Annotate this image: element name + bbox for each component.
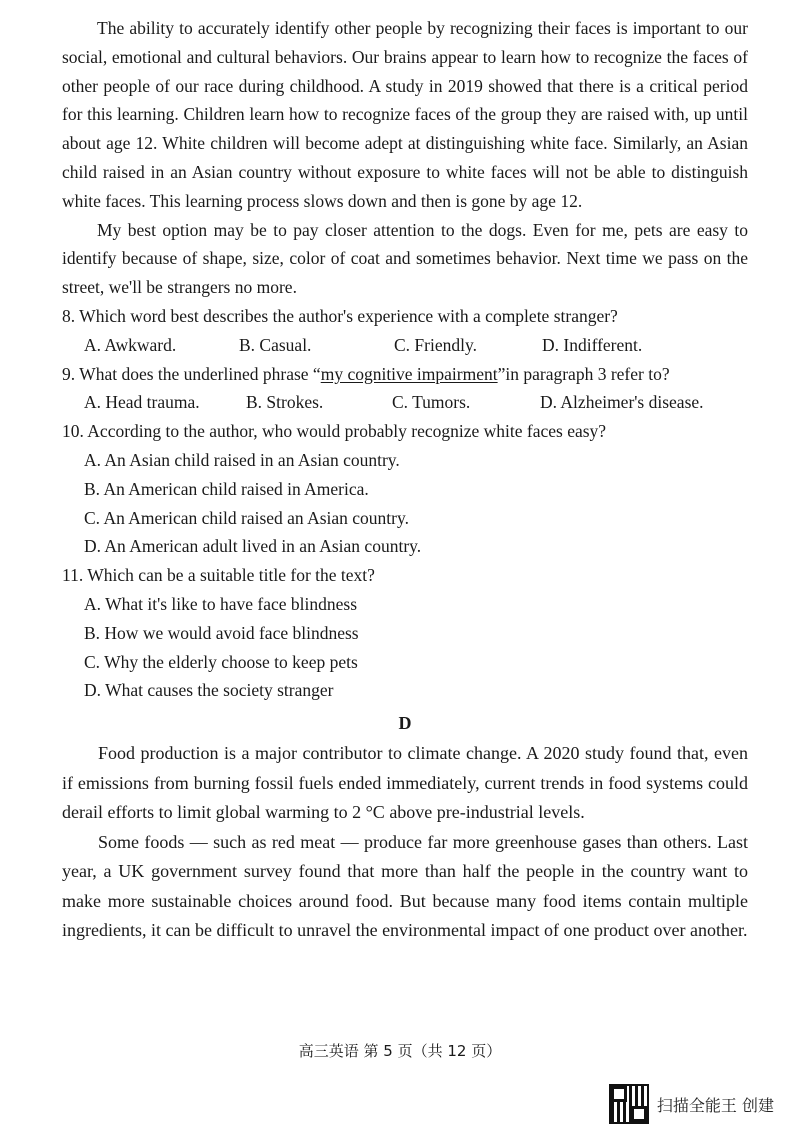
question-9-stem <box>62 360 748 389</box>
passage-d <box>62 709 748 946</box>
question-8-option-a[interactable]: A. Awkward. <box>84 334 177 355</box>
question-9-underlined-phrase: my cognitive impairment <box>320 363 498 384</box>
question-8-option-c[interactable]: C. Friendly. <box>394 334 477 355</box>
question-11 <box>62 561 748 705</box>
question-8-option-b[interactable]: B. Casual. <box>239 334 312 355</box>
question-10-option-a[interactable]: A. An Asian child raised in an Asian country. <box>84 449 400 470</box>
question-8 <box>62 302 748 360</box>
question-11-stem: 11. Which can be a suitable title for the text? <box>62 565 375 586</box>
question-9-option-d[interactable]: D. Alzheimer's disease. <box>540 392 704 413</box>
passage-c-paragraph-4: The ability to accurately identify other people by recognizing their faces is important to our social, emotional and cultural behaviors. Our brains appear to learn how to recognize the faces of other people of our race during childhood. A study in 2019 showed that there is a critical period for this learning. Children learn how to recognize faces of the group they are raised with, up until about age 12. White children will become adept at distinguishing white face. Similarly, an Asian child raised in an Asian country without exposure to white faces will not be able to distinguish white faces. This learning process slows down and then is gone by age 12. <box>62 18 748 211</box>
question-9-option-a[interactable]: A. Head trauma. <box>84 392 200 413</box>
question-9 <box>62 360 748 418</box>
question-10-stem: 10. According to the author, who would probably recognize white faces easy? <box>62 421 607 442</box>
question-9-option-b[interactable]: B. Strokes. <box>246 392 324 413</box>
question-10-option-d[interactable]: D. An American adult lived in an Asian country. <box>84 536 422 557</box>
question-9-stem-prefix: 9. What does the underlined phrase “ <box>62 363 321 384</box>
scanner-label: 扫描全能王 创建 <box>656 1095 774 1115</box>
question-9-stem-suffix: ”in paragraph 3 refer to? <box>497 363 670 384</box>
passage-d-paragraph-2: Some foods — such as red meat — produce far more greenhouse gases than others. Last year, a UK government survey found that more than half the people in the country want to make more sustainable choices around food. But because many food items contain multiple ingredients, it can be difficult to unravel the environmental impact of one product over another. <box>62 831 748 941</box>
passage-d-paragraph-1: Food production is a major contributor to climate change. A 2020 study found that, even if emissions from burning fossil fuels ended immediately, current trends in food systems could derail efforts to limit global warming to 2 °C above pre-industrial levels. <box>62 743 748 823</box>
question-8-options <box>62 331 748 360</box>
page-footer: 高三英语 第 5 页（共 12 页） <box>298 1042 502 1060</box>
question-11-option-c[interactable]: C. Why the elderly choose to keep pets <box>84 651 358 672</box>
question-11-option-b[interactable]: B. How we would avoid face blindness <box>84 622 359 643</box>
question-10 <box>62 417 748 561</box>
scanner-watermark <box>609 1084 774 1124</box>
question-9-options <box>62 388 748 417</box>
qr-code-icon <box>609 1084 649 1124</box>
question-10-option-c[interactable]: C. An American child raised an Asian country. <box>84 507 409 528</box>
question-9-option-c[interactable]: C. Tumors. <box>392 392 471 413</box>
question-10-option-b[interactable]: B. An American child raised in America. <box>84 478 369 499</box>
question-11-option-d[interactable]: D. What causes the society stranger <box>84 680 334 701</box>
question-11-option-a[interactable]: A. What it's like to have face blindness <box>84 593 358 614</box>
question-8-option-d[interactable]: D. Indifferent. <box>542 334 643 355</box>
question-8-stem: 8. Which word best describes the author's experience with a complete stranger? <box>62 305 618 326</box>
exam-page <box>62 14 748 946</box>
passage-d-heading: D <box>398 713 412 734</box>
passage-c-paragraph-5: My best option may be to pay closer attention to the dogs. Even for me, pets are easy to identify because of shape, size, color of coat and sometimes behavior. Next time we pass on the street, we'll be strangers no more. <box>62 219 748 298</box>
